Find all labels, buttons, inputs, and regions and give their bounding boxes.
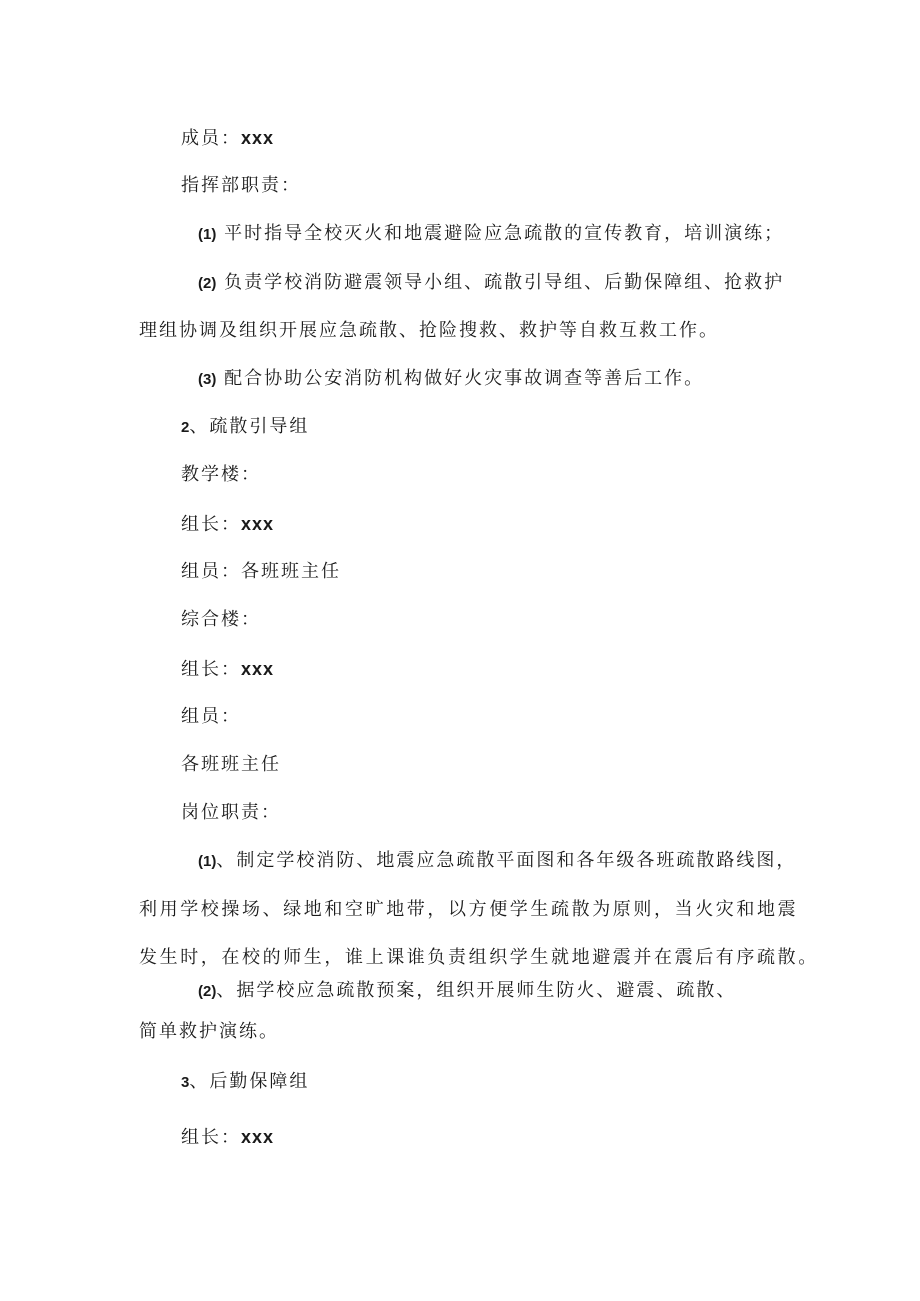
section-2-heading [181,415,309,440]
section-2-number: 2 [181,419,190,436]
post-duty-2-text: 、据学校应急疏散预案，组织开展师生防火、避震、疏散、 [216,980,737,1001]
duty-item-3-text: 配合协助公安消防机构做好火灾事故调查等善后工作。 [224,368,705,389]
teaching-leader-value: xxx [241,514,275,534]
duty-item-2-number: (2) [198,275,217,292]
members-value: xxx [241,128,275,148]
post-duty-2-number: (2) [198,983,217,1000]
teaching-building-label: 教学楼： [181,464,261,485]
section-2-title: 、疏散引导组 [189,416,310,437]
duty-item-1 [198,222,784,247]
teaching-leader-label: 组长： [181,514,241,535]
teaching-members-line: 组员：各班班主任 [181,561,341,582]
teaching-leader-line [181,512,274,537]
command-duties-heading: 指挥部职责： [181,175,301,196]
post-duty-1-text: 、制定学校消防、地震应急疏散平面图和各年级各班疏散路线图， [216,850,797,871]
complex-members-label: 组员： [181,706,241,727]
post-duty-2-continued: 简单救护演练。 [139,1021,279,1042]
duty-item-2-continued: 理组协调及组织开展应急疏散、抢险搜救、救护等自救互救工作。 [139,320,719,341]
section-3-title: 、后勤保障组 [189,1071,310,1092]
post-duties-heading: 岗位职责： [181,802,281,823]
post-duty-1-number: (1) [198,853,217,870]
logistics-leader-label: 组长： [181,1127,241,1148]
duty-item-2 [198,271,784,296]
complex-leader-value: xxx [241,659,275,679]
duty-item-1-number: (1) [198,226,217,243]
complex-members-value: 各班班主任 [181,754,281,775]
members-label: 成员： [181,128,241,149]
complex-leader-label: 组长： [181,659,241,680]
section-3-number: 3 [181,1074,190,1091]
complex-leader-line [181,657,274,682]
complex-building-label: 综合楼： [181,609,261,630]
section-3-heading [181,1070,309,1095]
post-duty-1-continued-b: 发生时，在校的师生，谁上课谁负责组织学生就地避震并在震后有序疏散。 [139,947,819,968]
post-duty-1 [198,849,796,874]
logistics-leader-value: xxx [241,1127,275,1147]
duty-item-1-text: 平时指导全校灭火和地震避险应急疏散的宣传教育，培训演练； [224,223,785,244]
duty-item-3 [198,367,704,392]
duty-item-3-number: (3) [198,371,217,388]
duty-item-2-text: 负责学校消防避震领导小组、疏散引导组、后勤保障组、抢救护 [224,272,785,293]
logistics-leader-line [181,1125,274,1150]
post-duty-1-continued-a: 利用学校操场、绿地和空旷地带，以方便学生疏散为原则，当火灾和地震 [139,899,799,920]
post-duty-2 [198,979,736,1004]
members-line [181,126,274,151]
